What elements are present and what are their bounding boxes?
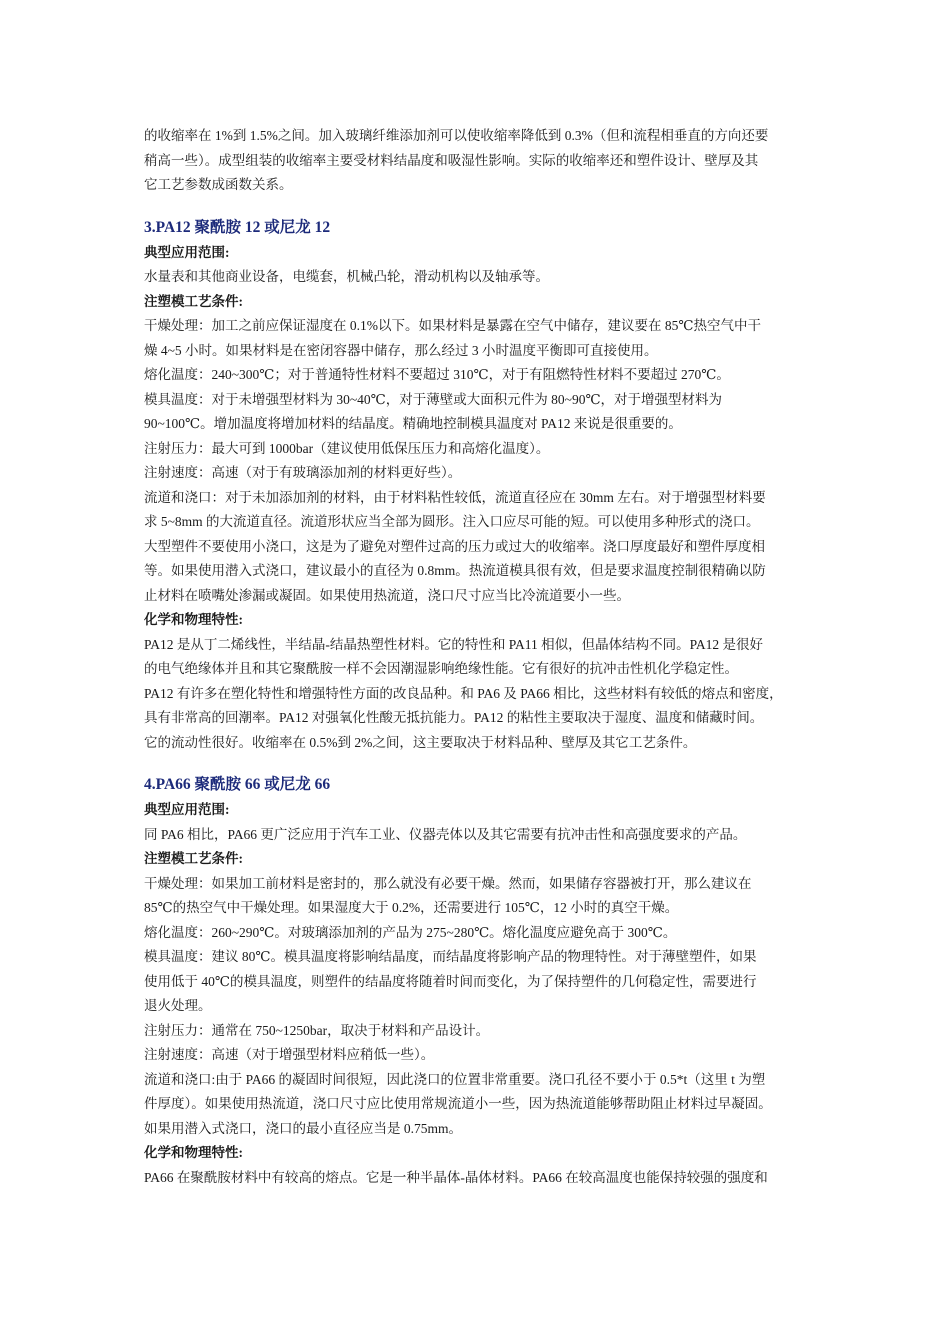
section-pa12: [144, 215, 816, 756]
text-line: 注射压力：通常在 750~1250bar，取决于材料和产品设计。: [144, 1022, 490, 1038]
intro-paragraph: [144, 124, 816, 198]
subheading-properties: 化学和物理特性:: [144, 1145, 243, 1160]
text-line: 90~100℃。增加温度将增加材料的结晶度。精确地控制模具温度对 PA12 来说是很重要的。: [144, 416, 682, 431]
text-line: 熔化温度：240~300℃；对于普通特性材料不要超过 310℃，对于有阻燃特性材料不要超过 270℃。: [144, 367, 730, 382]
text-line: 大型塑件不要使用小浇口，这是为了避免对塑件过高的压力或过大的收缩率。浇口厚度最好和塑件厚度相: [144, 538, 765, 554]
text-line: 具有非常高的回潮率。PA12 对强氧化性酸无抵抗能力。PA12 的粘性主要取决于湿度、温度和储藏时间。: [144, 710, 764, 725]
text-line: PA12 有许多在塑化特性和增强特性方面的改良品种。和 PA6 及 PA66 相比，这些材料有较低的熔点和密度，: [144, 685, 783, 701]
text-line: 同 PA6 相比，PA66 更广泛应用于汽车工业、仪器壳体以及其它需要有抗冲击性和高强度要求的产品。: [144, 826, 747, 842]
text-line: PA66 在聚酰胺材料中有较高的熔点。它是一种半晶体-晶体材料。PA66 在较高温度也能保持较强的强度和: [144, 1169, 768, 1185]
text-line: 干燥处理：如果加工前材料是密封的，那么就没有必要干燥。然而，如果储存容器被打开，那么建议在: [144, 875, 752, 891]
document-page: [144, 124, 816, 1190]
subheading-properties: 化学和物理特性:: [144, 612, 243, 627]
text-line: 注射速度：高速（对于增强型材料应稍低一些）。: [144, 1047, 435, 1062]
section-title: 3.PA12 聚酰胺 12 或尼龙 12: [144, 218, 331, 236]
text-line: 注射压力：最大可到 1000bar（建议使用低保压压力和高熔化温度）。: [144, 440, 550, 456]
section-title: 4.PA66 聚酰胺 66 或尼龙 66: [144, 776, 331, 793]
subheading-process: 注塑模工艺条件:: [144, 851, 243, 866]
text-line: 件厚度）。如果使用热流道，浇口尺寸应比使用常规流道小一些，因为热流道能够帮助阻止材料过早凝固。: [144, 1096, 772, 1111]
text-line: 模具温度：对于未增强型材料为 30~40℃，对于薄壁或大面积元件为 80~90℃，对于增强型材料为: [144, 391, 723, 407]
text-line: 如果用潜入式浇口，浇口的最小直径应当是 0.75mm。: [144, 1120, 463, 1136]
text-line: PA12 是从丁二烯线性，半结晶-结晶热塑性材料。它的特性和 PA11 相似，但晶体结构不同。PA12 是很好: [144, 636, 764, 652]
text-line: 的收缩率在 1%到 1.5%之间。加入玻璃纤维添加剂可以使收缩率降低到 0.3%（但和流程相垂直的方向还要: [144, 128, 769, 143]
text-line: 水量表和其他商业设备，电缆套，机械凸轮，滑动机构以及轴承等。: [144, 269, 549, 284]
text-line: 燥 4~5 小时。如果材料是在密闭容器中储存，那么经过 3 小时温度平衡即可直接使用。: [144, 342, 658, 358]
text-line: 85℃的热空气中干燥处理。如果湿度大于 0.2%，还需要进行 105℃，12 小时的真空干燥。: [144, 900, 679, 915]
section-pa66: [144, 772, 816, 1190]
text-line: 流道和浇口:由于 PA66 的凝固时间很短，因此浇口的位置非常重要。浇口孔径不要小于 0.5*t（这里 t 为塑: [144, 1071, 766, 1087]
subheading-applications: 典型应用范围:: [144, 802, 230, 817]
text-line: 它的流动性很好。收缩率在 0.5%到 2%之间，这主要取决于材料品种、壁厚及其它工艺条件。: [144, 734, 697, 750]
text-line: 使用低于 40℃的模具温度，则塑件的结晶度将随着时间而变化，为了保持塑件的几何稳定性，需要进行: [144, 973, 757, 989]
text-line: 的电气绝缘体并且和其它聚酰胺一样不会因潮湿影响绝缘性能。它有很好的抗冲击性机化学稳定性。: [144, 661, 738, 676]
text-line: 稍高一些）。成型组装的收缩率主要受材料结晶度和吸湿性影响。实际的收缩率还和塑件设计、壁厚及其: [144, 152, 759, 168]
text-line: 等。如果使用潜入式浇口，建议最小的直径为 0.8mm。热流道模具很有效，但是要求温度控制很精确以防: [144, 563, 766, 578]
subheading-process: 注塑模工艺条件:: [144, 293, 243, 309]
text-line: 模具温度：建议 80℃。模具温度将影响结晶度，而结晶度将影响产品的物理特性。对于薄壁塑件，如果: [144, 949, 757, 964]
text-line: 退火处理。: [144, 998, 212, 1013]
text-line: 求 5~8mm 的大流道直径。流道形状应当全部为圆形。注入口应尽可能的短。可以使用多种形式的浇口。: [144, 514, 760, 529]
text-line: 止材料在喷嘴处渗漏或凝固。如果使用热流道，浇口尺寸应当比冷流道要小一些。: [144, 587, 630, 603]
text-line: 熔化温度：260~290℃。对玻璃添加剂的产品为 275~280℃。熔化温度应避免高于 300℃。: [144, 924, 677, 940]
text-line: 注射速度：高速（对于有玻璃添加剂的材料更好些）。: [144, 465, 462, 480]
subheading-applications: 典型应用范围:: [144, 244, 230, 260]
text-line: 干燥处理：加工之前应保证湿度在 0.1%以下。如果材料是暴露在空气中储存，建议要在 85℃热空气中干: [144, 318, 761, 333]
text-line: 它工艺参数成函数关系。: [144, 177, 293, 192]
text-line: 流道和浇口：对于未加添加剂的材料，由于材料粘性较低，流道直径应在 30mm 左右。对于增强型材料要: [144, 489, 766, 505]
